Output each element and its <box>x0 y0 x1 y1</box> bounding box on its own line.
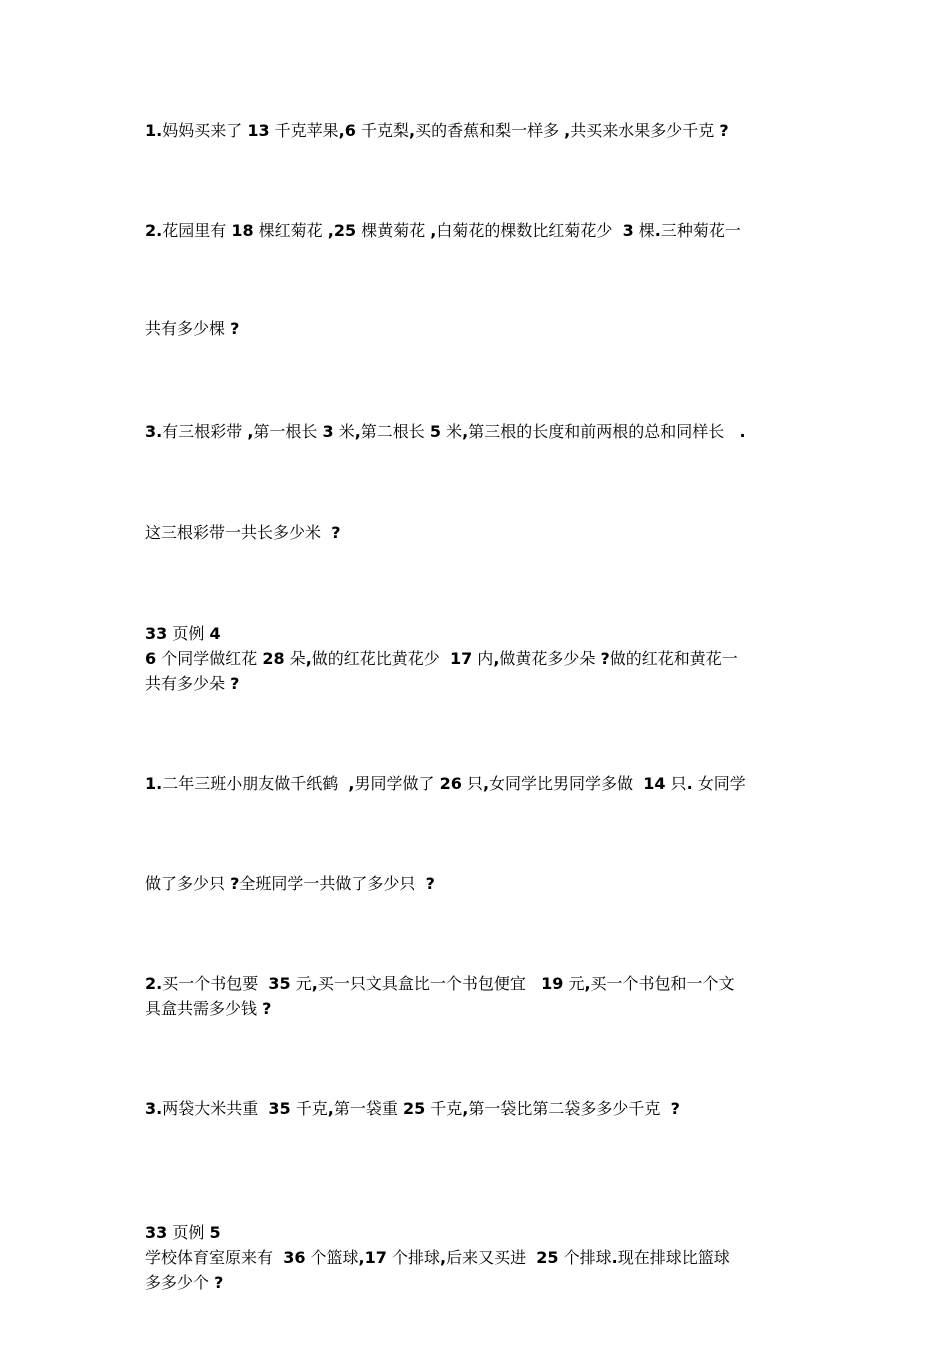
text-line <box>145 218 830 243</box>
bold-text-run: 1. <box>145 121 163 140</box>
bold-text-run: ? <box>331 523 341 542</box>
bold-text-run: ? <box>719 121 729 140</box>
bold-text-run: , <box>247 422 254 441</box>
bold-text-run: . <box>686 774 693 793</box>
bold-text-run: 4 <box>209 624 221 643</box>
bold-text-run: , <box>462 1099 469 1118</box>
bold-text-run: , <box>439 1248 447 1267</box>
text-run: 女同学 <box>692 774 746 793</box>
bold-text-run: , <box>348 774 355 793</box>
text-run: 第三根的长度和前两根的总和同样长 <box>468 422 740 441</box>
bold-text-run: 6 <box>145 649 157 668</box>
bold-text-run: , <box>430 221 437 240</box>
text-run: 学校体育室原来有 <box>145 1248 284 1267</box>
text-run: 元 <box>563 974 585 993</box>
text-run: 做了多少只 <box>145 874 231 893</box>
text-run: 第一袋比第二袋多多少千克 <box>468 1099 671 1118</box>
text-run: 买一个书包和一个文 <box>590 974 735 993</box>
text-run: 妈妈买来了 <box>162 121 248 140</box>
bold-text-run: 35 <box>268 1099 291 1118</box>
bold-text-run: ? <box>670 1099 680 1118</box>
bold-text-run: , <box>482 774 490 793</box>
text-run: 有三根彩带 <box>162 422 248 441</box>
bold-text-run: 5 <box>209 1223 221 1242</box>
text-line <box>145 871 830 896</box>
bold-text-run: ,6 <box>338 121 356 140</box>
bold-text-run: ? <box>425 874 435 893</box>
text-run: 棵红菊花 <box>253 221 328 240</box>
text-line <box>145 671 830 696</box>
bold-text-run: 33 <box>145 624 168 643</box>
text-line <box>145 971 830 996</box>
bold-text-run: , <box>327 1099 334 1118</box>
text-run: 个排球 <box>386 1248 440 1267</box>
bold-text-run: 3 <box>622 221 634 240</box>
bold-text-run: 25 <box>402 1099 426 1118</box>
text-run: 个篮球 <box>305 1248 359 1267</box>
bold-text-run: , <box>408 121 416 140</box>
text-line <box>145 1245 830 1270</box>
text-run: 三种菊花一 <box>660 221 741 240</box>
text-run: 第一根长 <box>253 422 323 441</box>
bold-text-run: , <box>354 422 361 441</box>
text-run: 米 <box>441 422 463 441</box>
bold-text-run: ? <box>230 874 240 893</box>
text-line <box>145 118 830 143</box>
text-line <box>145 771 830 796</box>
text-run: 千克梨 <box>355 121 409 140</box>
bold-text-run: . <box>654 221 661 240</box>
text-line <box>145 1270 830 1295</box>
bold-text-run: 13 <box>247 121 270 140</box>
text-line <box>145 1096 830 1121</box>
bold-text-run: 3. <box>145 1099 163 1118</box>
bold-text-run: ? <box>600 649 610 668</box>
text-line <box>145 996 830 1021</box>
text-run: 只 <box>461 774 483 793</box>
text-run: 个排球 <box>558 1248 612 1267</box>
bold-text-run: ? <box>214 1273 224 1292</box>
bold-text-run: 26 <box>439 774 462 793</box>
text-run: 后来又买进 <box>446 1248 537 1267</box>
text-run: 千克苹果 <box>269 121 339 140</box>
text-run: 棵黄菊花 <box>356 221 431 240</box>
bold-text-run: 14 <box>643 774 666 793</box>
text-run: 买一只文具盒比一个书包便宜 <box>317 974 542 993</box>
text-run: 花园里有 <box>162 221 232 240</box>
text-run: 全班同学一共做了多少只 <box>239 874 426 893</box>
bold-text-run: , <box>584 974 591 993</box>
text-run: 页例 <box>167 624 210 643</box>
text-run: 女同学比男同学多做 <box>489 774 644 793</box>
text-run: 第一袋重 <box>333 1099 403 1118</box>
text-run: 共买来水果多少千克 <box>570 121 720 140</box>
text-line <box>145 646 830 671</box>
bold-text-run: 33 <box>145 1223 168 1242</box>
bold-text-run: , <box>305 649 312 668</box>
bold-text-run: 18 <box>231 221 254 240</box>
bold-text-run: 17 <box>449 649 473 668</box>
text-run: 朵 <box>284 649 306 668</box>
bold-text-run: , <box>462 422 469 441</box>
bold-text-run: 35 <box>268 974 291 993</box>
text-run: 千克 <box>425 1099 463 1118</box>
bold-text-run: , <box>493 649 500 668</box>
text-run: 页例 <box>167 1223 210 1242</box>
text-run: 现在排球比篮球 <box>617 1248 730 1267</box>
bold-text-run: ,25 <box>327 221 357 240</box>
text-line <box>145 316 830 341</box>
text-run: 买一个书包要 <box>162 974 269 993</box>
text-line <box>145 520 830 545</box>
bold-text-run: 2. <box>145 221 163 240</box>
text-run: 只 <box>665 774 687 793</box>
bold-text-run: 25 <box>536 1248 559 1267</box>
bold-text-run: 5 <box>429 422 442 441</box>
text-run: 棵 <box>633 221 655 240</box>
text-run: 买的香蕉和梨一样多 <box>415 121 565 140</box>
text-run: 千克 <box>290 1099 328 1118</box>
text-run: 做黄花多少朵 <box>499 649 601 668</box>
text-run: 米 <box>333 422 355 441</box>
bold-text-run: . <box>739 422 746 441</box>
text-run: 男同学做了 <box>354 774 440 793</box>
text-run: 个同学做红花 <box>156 649 263 668</box>
text-run: 内 <box>472 649 494 668</box>
bold-text-run: 36 <box>283 1248 306 1267</box>
bold-text-run: . <box>611 1248 618 1267</box>
bold-text-run: 3 <box>322 422 334 441</box>
bold-text-run: 3. <box>145 422 163 441</box>
bold-text-run: , <box>311 974 318 993</box>
bold-text-run: , <box>564 121 571 140</box>
text-run: 这三根彩带一共长多少米 <box>145 523 332 542</box>
text-run: 元 <box>290 974 312 993</box>
bold-text-run: ,17 <box>358 1248 387 1267</box>
text-run: 共有多少朵 <box>145 674 231 693</box>
text-run: 做的红花和黄花一 <box>609 649 738 668</box>
bold-text-run: ? <box>262 999 272 1018</box>
text-run: 第二根长 <box>360 422 430 441</box>
text-line <box>145 419 830 444</box>
text-run: 具盒共需多少钱 <box>145 999 263 1018</box>
text-run: 共有多少棵 <box>145 319 231 338</box>
text-run: 白菊花的棵数比红菊花少 <box>436 221 623 240</box>
bold-text-run: 28 <box>262 649 285 668</box>
bold-text-run: 1. <box>145 774 163 793</box>
bold-text-run: 2. <box>145 974 163 993</box>
text-run: 做的红花比黄花少 <box>311 649 450 668</box>
text-run: 两袋大米共重 <box>162 1099 269 1118</box>
bold-text-run: ? <box>230 674 240 693</box>
text-run: 多多少个 <box>145 1273 215 1292</box>
text-line <box>145 1220 830 1245</box>
bold-text-run: ? <box>230 319 240 338</box>
text-line <box>145 621 830 646</box>
text-run: 二年三班小朋友做千纸鹤 <box>162 774 349 793</box>
bold-text-run: 19 <box>541 974 564 993</box>
